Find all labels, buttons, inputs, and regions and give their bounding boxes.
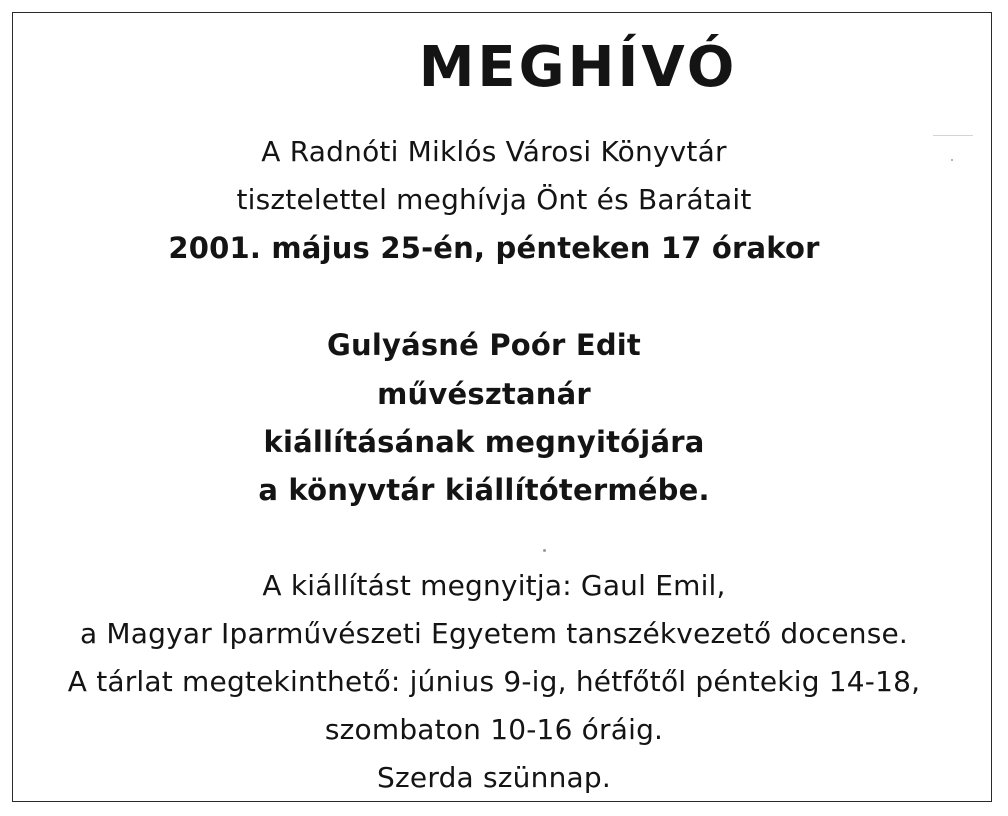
host-line-1: A Radnóti Miklós Városi Könyvtár [261,135,727,168]
scan-speck [543,549,546,552]
host-line-2: tisztelettel meghívja Önt és Barátait [236,183,752,216]
hours-line-2: szombaton 10-16 óráig. [324,713,664,746]
opening-line-2: a Magyar Iparművészeti Egyetem tanszékvezető docense. [79,617,909,650]
scan-speck [933,135,973,136]
hours-line-1: A tárlat megtekinthető: június 9-ig, hétfőtől péntekig 14-18, [67,665,921,698]
opening-line-1: A kiállítást megnyitja: Gaul Emil, [262,569,726,602]
venue-line: a könyvtár kiállítótermébe. [258,473,710,507]
invitation-title: MEGHÍVÓ [418,35,738,100]
artist-title: művésztanár [377,377,591,411]
scan-speck [951,159,953,161]
date-line: 2001. május 25-én, pénteken 17 órakor [168,231,820,265]
closed-day-line: Szerda szünnap. [377,761,611,794]
invitation-card [12,12,992,802]
event-line: kiállításának megnyitójára [263,425,705,459]
artist-name: Gulyásné Poór Edit [326,328,641,362]
